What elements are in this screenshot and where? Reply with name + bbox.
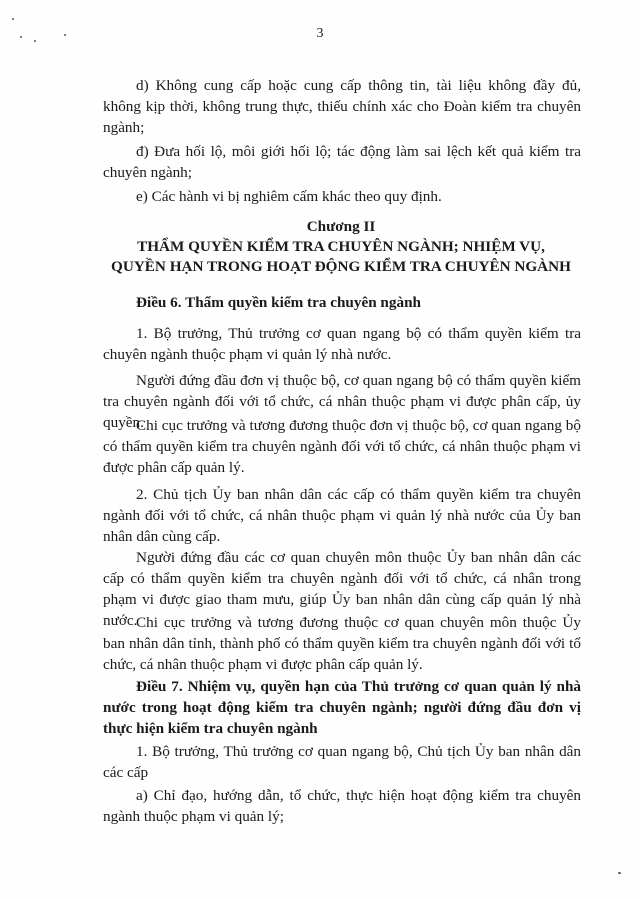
article7-para: 1. Bộ trưởng, Thủ trưởng cơ quan ngang bộ, Chủ tịch Ủy ban nhân dân các cấp: [103, 743, 581, 781]
article6-para: Người đứng đầu các cơ quan chuyên môn thuộc Ủy ban nhân dân các cấp có thẩm quyền kiểm tra chuyên ngành đối với tổ chức, cá nhân trong phạm vi được giao tham mưu, giúp Ủy ban nhân dân cùng cấp quản lý nhà nước.: [103, 549, 581, 629]
item-e: e) Các hành vi bị nghiêm cấm khác theo quy định.: [136, 188, 442, 205]
article6-heading: Điều 6. Thẩm quyền kiểm tra chuyên ngành: [136, 294, 421, 311]
article6-para: Người đứng đầu đơn vị thuộc bộ, cơ quan ngang bộ có thẩm quyền kiểm tra chuyên ngành đối với tổ chức, cá nhân thuộc phạm vi được phân cấp, ủy quyền.: [103, 372, 581, 431]
scan-speck: [618, 872, 621, 874]
chapter-label: Chương II: [306, 218, 376, 235]
article6-para: 1. Bộ trưởng, Thủ trưởng cơ quan ngang bộ có thẩm quyền kiểm tra chuyên ngành thuộc phạm vi quản lý nhà nước.: [103, 325, 581, 363]
chapter-title-line2: QUYỀN HẠN TRONG HOẠT ĐỘNG KIỂM TRA CHUYÊN NGÀNH: [111, 258, 571, 275]
scan-speck: [12, 18, 14, 20]
chapter-title-line1: THẨM QUYỀN KIỂM TRA CHUYÊN NGÀNH; NHIỆM VỤ,: [137, 238, 545, 255]
article7-para: a) Chỉ đạo, hướng dẫn, tổ chức, thực hiện hoạt động kiểm tra chuyên ngành thuộc phạm vi quản lý;: [103, 787, 581, 825]
article7-heading: Điều 7. Nhiệm vụ, quyền hạn của Thủ trưởng cơ quan quản lý nhà nước trong hoạt động kiểm tra chuyên ngành; người đứng đầu đơn vị thực hiện kiểm tra chuyên ngành: [103, 678, 581, 737]
page-number: 3: [316, 26, 324, 41]
item-d: d) Không cung cấp hoặc cung cấp thông tin, tài liệu không đầy đủ, không kịp thời, không trung thực, thiếu chính xác cho Đoàn kiểm tra chuyên ngành;: [103, 77, 581, 136]
article6-para: Chi cục trưởng và tương đương thuộc đơn vị thuộc bộ, cơ quan ngang bộ có thẩm quyền kiểm tra chuyên ngành đối với tổ chức, cá nhân thuộc phạm vi được phân cấp quản lý.: [103, 417, 581, 476]
article6-para: Chi cục trưởng và tương đương thuộc cơ quan chuyên môn thuộc Ủy ban nhân dân tỉnh, thành phố có thẩm quyền kiểm tra chuyên ngành đối với tổ chức, cá nhân thuộc phạm vi được phân cấp quản lý.: [103, 614, 581, 673]
article6-para: 2. Chủ tịch Ủy ban nhân dân các cấp có thẩm quyền kiểm tra chuyên ngành đối với tổ chức, cá nhân thuộc phạm vi quản lý nhà nước của Ủy ban nhân dân cùng cấp.: [103, 486, 581, 545]
item-dd: đ) Đưa hối lộ, môi giới hối lộ; tác động làm sai lệch kết quả kiểm tra chuyên ngành;: [103, 143, 581, 181]
